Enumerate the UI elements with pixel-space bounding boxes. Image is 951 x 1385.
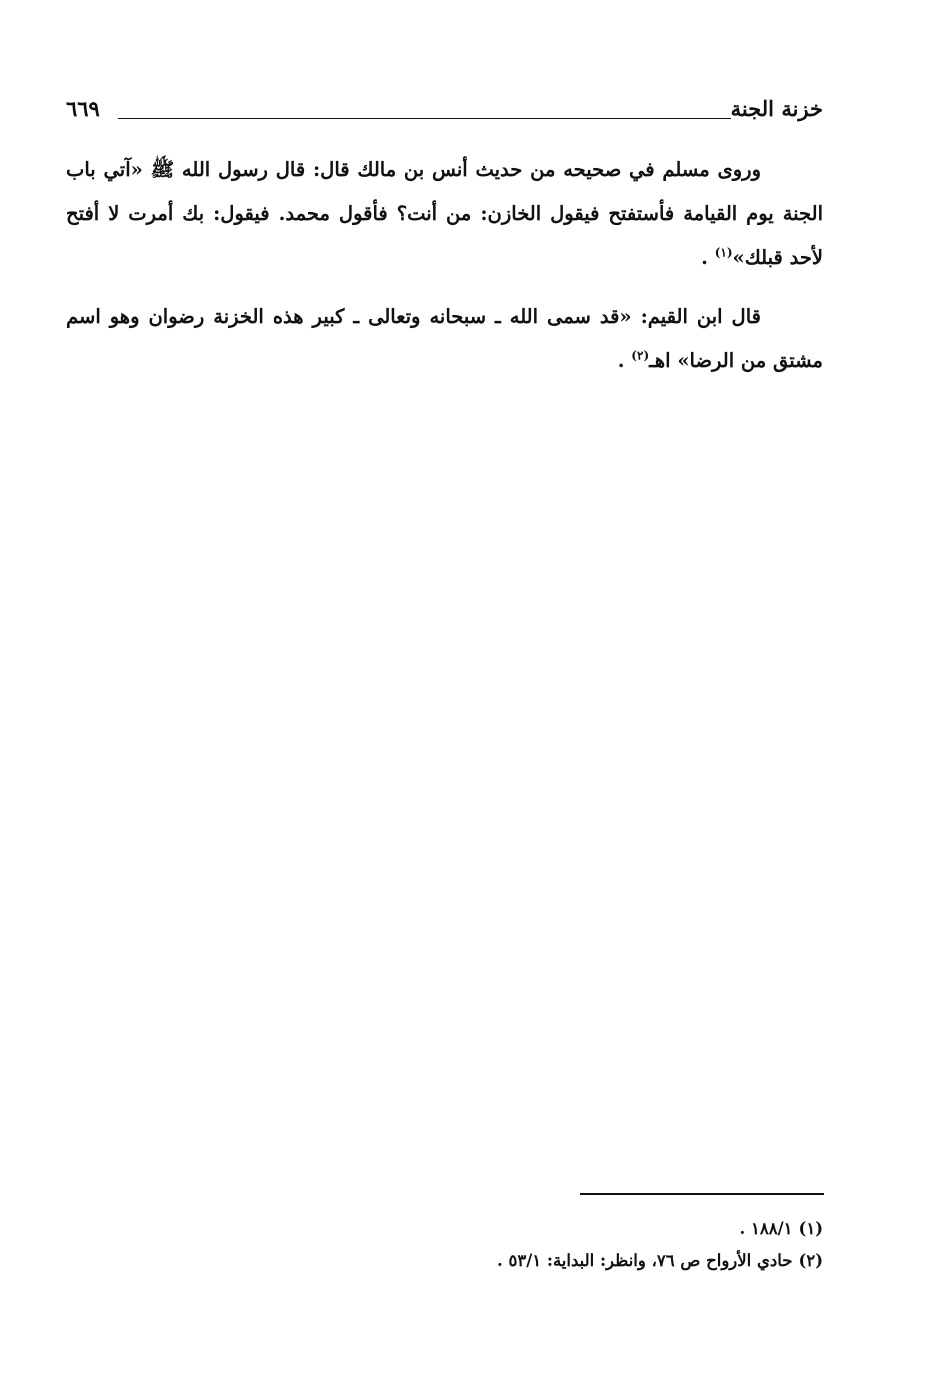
footnote-1 bbox=[66, 1213, 823, 1245]
page-number: ٦٦٩ bbox=[66, 96, 100, 121]
paragraph-2 bbox=[66, 295, 823, 383]
footnote-text: ١٨٨/١ . bbox=[739, 1219, 793, 1238]
header-rule bbox=[118, 118, 731, 119]
footnote-ref-1[interactable]: (١) bbox=[714, 245, 733, 260]
footnotes bbox=[66, 1213, 823, 1277]
running-title: خزنة الجنة bbox=[730, 96, 823, 121]
body-text bbox=[66, 148, 823, 398]
paragraph-1 bbox=[66, 148, 823, 280]
paragraph-1-text: وروى مسلم في صحيحه من حديث أنس بن مالك قال: قال رسول الله ﷺ «آتي باب الجنة يوم القيامة فأستفتح فيقول الخازن: من أنت؟ فأقول محمد. فيقول: بك أمرت لا أفتح لأحد قبلك» bbox=[66, 158, 823, 269]
footnote-text: حادي الأرواح ص ٧٦، وانظر: البداية: ٥٣/١ . bbox=[496, 1251, 793, 1270]
paragraph-2-end: . bbox=[617, 349, 632, 372]
page-header bbox=[66, 96, 823, 130]
paragraph-2-text: قال ابن القيم: «قد سمى الله ـ سبحانه وتعالى ـ كبير هذه الخزنة رضوان وهو اسم مشتق من الرضا» اهـ bbox=[66, 305, 823, 372]
paragraph-1-end: . bbox=[701, 246, 715, 269]
footnote-ref-2[interactable]: (٢) bbox=[631, 348, 650, 363]
footnote-separator bbox=[580, 1193, 824, 1195]
footnote-number: (٢) bbox=[798, 1251, 823, 1270]
footnote-2 bbox=[66, 1245, 823, 1277]
footnote-number: (١) bbox=[798, 1219, 823, 1238]
